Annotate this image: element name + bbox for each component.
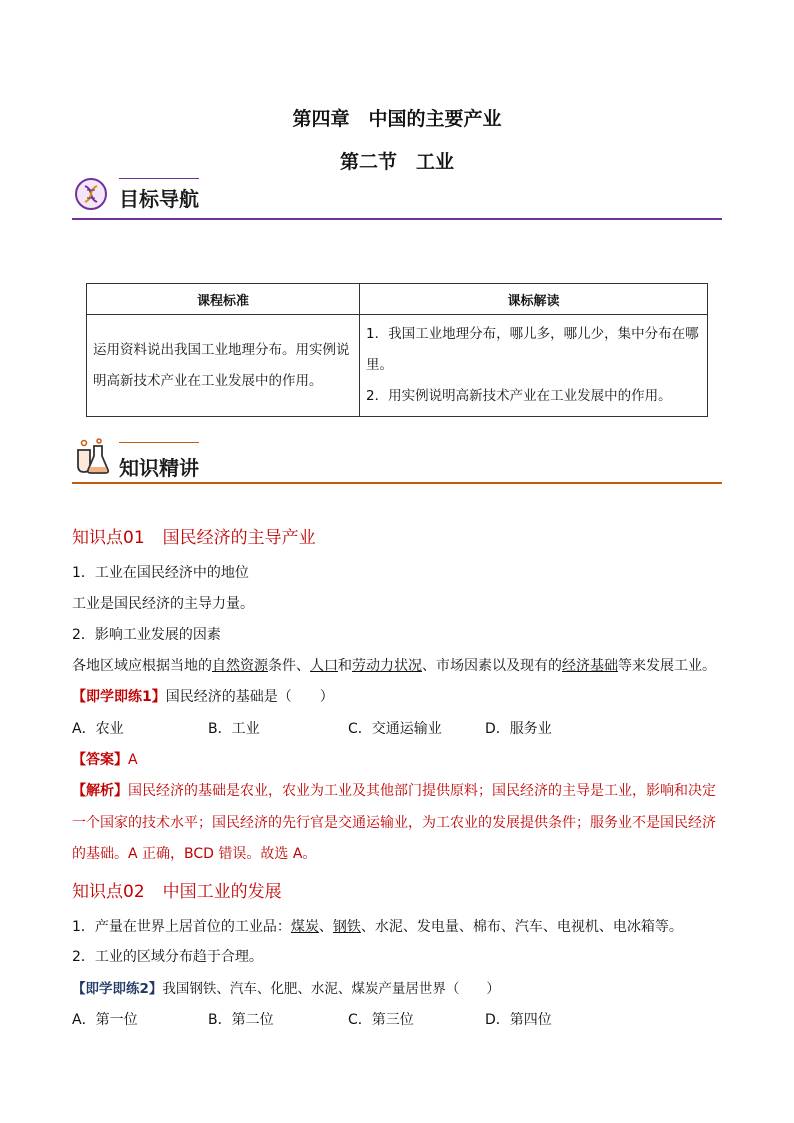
knowledge-point-number: 知识点02 [72, 882, 145, 902]
option-d: D．第四位 [485, 1012, 552, 1028]
option-b: B．工业 [208, 721, 260, 737]
knowledge-point-heading [72, 523, 316, 548]
knowledge-point-heading [72, 877, 282, 902]
analysis-line: 【解析】国民经济的基础是农业，农业为工业及其他部门提供原料；国民经济的主导是工业，影响和决定 [72, 783, 716, 799]
paragraph: 1．产量在世界上居首位的工业品：煤炭、钢铁、水泥、发电量、棉布、汽车、电视机、电冰箱等。 [72, 919, 683, 935]
subheading: 2．影响工业发展的因素 [72, 627, 221, 643]
dna-icon [72, 172, 112, 212]
paragraph: 各地区域应根据当地的自然资源条件、人口和劳动力状况、市场因素以及现有的经济基础等来发展工业。 [72, 658, 716, 674]
knowledge-point-title: 国民经济的主导产业 [162, 528, 316, 548]
interpretation-item: 1．我国工业地理分布，哪儿多，哪儿少，集中分布在哪里。 [366, 326, 699, 373]
option-b: B．第二位 [208, 1012, 274, 1028]
header-accent-line [119, 178, 199, 179]
underlined-term: 劳动力状况 [352, 658, 422, 674]
underlined-term: 煤炭 [290, 919, 319, 935]
practice-question [72, 686, 732, 706]
chapter-title: 第四章 中国的主要产业 [292, 108, 502, 130]
goal-nav-header [72, 172, 722, 220]
answer-value: A [128, 752, 138, 768]
answer-tag: 【答案】 [72, 752, 128, 768]
practice-tag: 【即学即练2】 [72, 981, 163, 997]
table-header-standard: 课程标准 [87, 284, 360, 315]
option-d: D．服务业 [485, 721, 552, 737]
table-header-interpretation: 课标解读 [360, 284, 708, 315]
analysis-line: 的基础。A 正确，BCD 错误。故选 A。 [72, 846, 317, 862]
underlined-term: 钢铁 [332, 919, 361, 935]
answer-line [72, 749, 732, 769]
answer-options [72, 718, 692, 738]
interpretation-cell [360, 315, 708, 417]
standards-table [86, 283, 708, 417]
answer-options [72, 1009, 692, 1029]
question-text: 我国钢铁、汽车、化肥、水泥、煤炭产量居世界（ ） [162, 981, 500, 997]
question-text: 国民经济的基础是（ ） [165, 689, 334, 705]
option-c: C．第三位 [348, 1012, 414, 1028]
underlined-term: 自然资源 [212, 658, 268, 674]
analysis-line: 一个国家的技术水平；国民经济的先行官是交通运输业，为工农业的发展提供条件；服务业不是国民经济 [72, 815, 716, 831]
header-divider [72, 218, 722, 220]
knowledge-point-number: 知识点01 [72, 528, 145, 548]
option-a: A．农业 [72, 721, 124, 737]
analysis-tag: 【解析】 [72, 783, 128, 799]
underlined-term: 经济基础 [562, 658, 618, 674]
paragraph: 工业是国民经济的主导力量。 [72, 596, 254, 612]
header-accent-line [119, 442, 199, 443]
knowledge-header [72, 436, 722, 484]
subheading: 1．工业在国民经济中的地位 [72, 565, 249, 581]
standard-cell: 运用资料说出我国工业地理分布。用实例说明高新技术产业在工业发展中的作用。 [87, 315, 360, 417]
interpretation-item: 2．用实例说明高新技术产业在工业发展中的作用。 [366, 388, 672, 404]
section-title: 第二节 工业 [339, 151, 454, 173]
goal-nav-title: 目标导航 [119, 187, 199, 211]
paragraph: 2．工业的区域分布趋于合理。 [72, 949, 263, 965]
underlined-term: 人口 [310, 658, 338, 674]
flask-icon [72, 436, 112, 476]
option-c: C．交通运输业 [348, 721, 442, 737]
header-divider [72, 482, 722, 484]
option-a: A．第一位 [72, 1012, 138, 1028]
knowledge-point-title: 中国工业的发展 [162, 882, 282, 902]
knowledge-title: 知识精讲 [119, 456, 199, 480]
practice-tag: 【即学即练1】 [72, 689, 166, 705]
practice-question [72, 977, 732, 997]
